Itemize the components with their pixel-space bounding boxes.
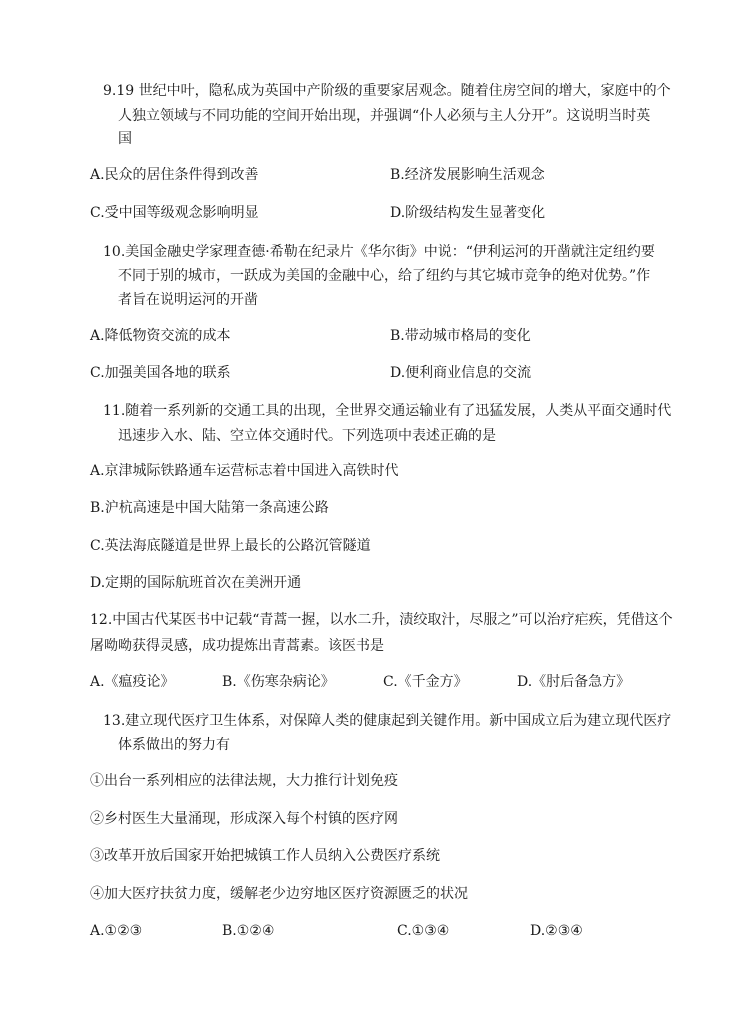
q9-option-b[interactable]: B.经济发展影响生活观念 (390, 167, 545, 183)
q11-option-b[interactable]: B.沪杭高速是中国大陆第一条高速公路 (90, 500, 329, 516)
q13-option-b[interactable]: B.①②④ (222, 923, 275, 939)
q10-option-a[interactable]: A.降低物资交流的成本 (90, 328, 231, 344)
q12-option-c[interactable]: C.《千金方》 (383, 674, 468, 690)
q13-item-2: ②乡村医生大量涌现，形成深入每个村镇的医疗网 (90, 811, 398, 827)
q11-stem-line-1: 11.随着一系列新的交通工具的出现，全世界交通运输业有了迅猛发展，人类从平面交通时代 (103, 403, 672, 419)
q13-item-1: ①出台一系列相应的法律法规，大力推行计划免疫 (90, 773, 398, 789)
q10-stem-line-2: 不同于别的城市，一跃成为美国的金融中心，给了纽约与其它城市竞争的绝对优势。”作 (118, 268, 651, 284)
q11-option-d[interactable]: D.定期的国际航班首次在美洲开通 (90, 575, 302, 591)
q11-option-a[interactable]: A.京津城际铁路通车运营标志着中国进入高铁时代 (90, 463, 399, 479)
q10-option-d[interactable]: D.便利商业信息的交流 (390, 365, 532, 381)
q10-stem-line-1: 10.美国金融史学家理查德·希勒在纪录片《华尔街》中说：“伊利运河的开凿就注定纽约要 (103, 244, 655, 260)
q12-stem-line-1: 12.中国古代某医书中记载“青蒿一握，以水二升，渍绞取汁，尽服之”可以治疗疟疾，凭借这个 (90, 612, 673, 628)
q10-option-b[interactable]: B.带动城市格局的变化 (390, 328, 531, 344)
q13-item-3: ③改革开放后国家开始把城镇工作人员纳入公费医疗系统 (90, 848, 440, 864)
q10-option-c[interactable]: C.加强美国各地的联系 (90, 365, 231, 381)
q9-stem-line-2: 人独立领域与不同功能的空间开始出现，并强调“仆人必须与主人分开”。这说明当时英 (118, 108, 651, 124)
q12-option-d[interactable]: D.《肘后备急方》 (517, 674, 631, 690)
q12-option-b[interactable]: B.《伤寒杂病论》 (222, 674, 335, 690)
q13-stem-line-1: 13.建立现代医疗卫生体系，对保障人类的健康起到关键作用。新中国成立后为建立现代医疗 (103, 713, 672, 729)
q12-option-a[interactable]: A.《瘟疫论》 (90, 674, 175, 690)
q9-stem-line-3: 国 (118, 131, 132, 147)
q13-option-c[interactable]: C.①③④ (397, 923, 450, 939)
q11-option-c[interactable]: C.英法海底隧道是世界上最长的公路沉管隧道 (90, 538, 371, 554)
q10-stem-line-3: 者旨在说明运河的开凿 (118, 292, 258, 308)
q12-stem-line-2: 屠呦呦获得灵感，成功提炼出青蒿素。该医书是 (90, 638, 384, 654)
q13-option-a[interactable]: A.①②③ (90, 923, 143, 939)
q9-option-d[interactable]: D.阶级结构发生显著变化 (390, 205, 546, 221)
q13-stem-line-2: 体系做出的努力有 (118, 737, 230, 753)
q13-item-4: ④加大医疗扶贫力度，缓解老少边穷地区医疗资源匮乏的状况 (90, 886, 468, 902)
q9-option-a[interactable]: A.民众的居住条件得到改善 (90, 167, 259, 183)
q11-stem-line-2: 迅速步入水、陆、空立体交通时代。下列选项中表述正确的是 (118, 428, 496, 444)
q9-stem-line-1: 9.19 世纪中叶，隐私成为英国中产阶级的重要家居观念。随着住房空间的增大，家庭中的个 (103, 83, 671, 99)
q9-option-c[interactable]: C.受中国等级观念影响明显 (90, 205, 259, 221)
q13-option-d[interactable]: D.②③④ (530, 923, 583, 939)
